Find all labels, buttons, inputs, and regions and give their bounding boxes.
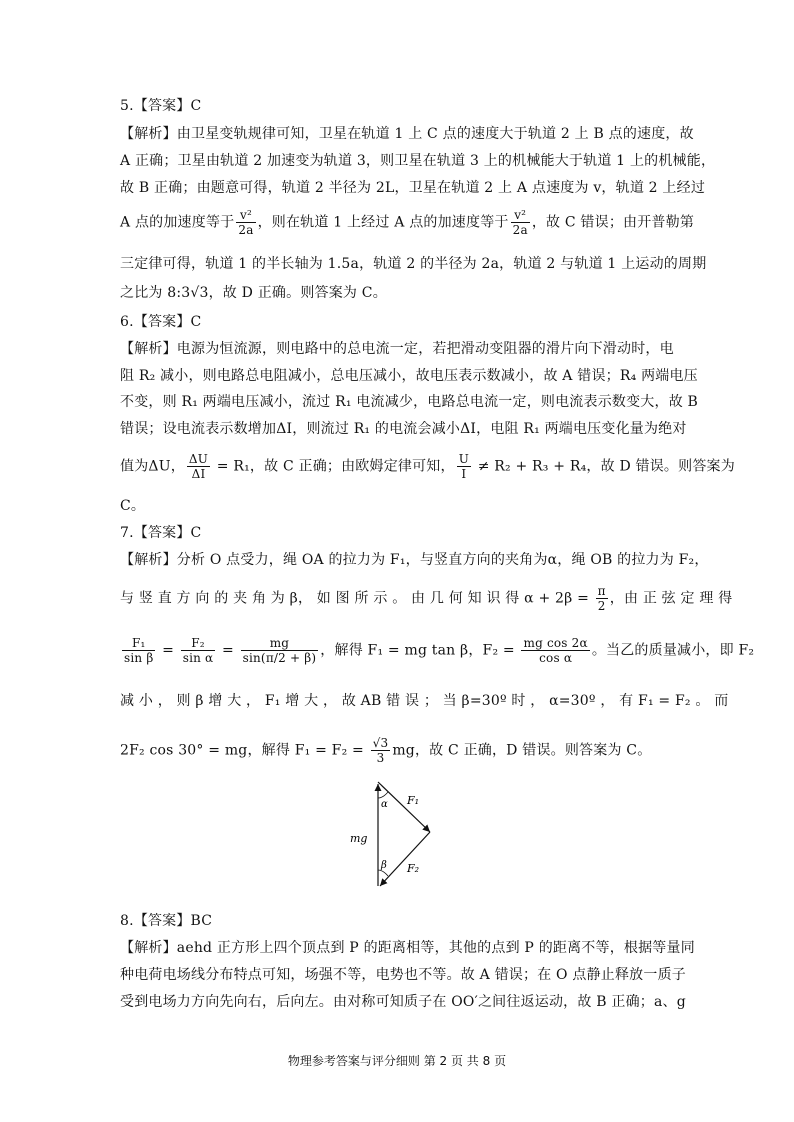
q7-eq-frac-f1 bbox=[122, 636, 155, 665]
q5-frac1-num: v² bbox=[236, 208, 255, 223]
q6-frac1-num: ΔU bbox=[188, 452, 209, 466]
q7-line-5-b: mg，故 C 正确，D 错误。则答案为 C。 bbox=[392, 742, 652, 759]
q7-eq-frac-f2 bbox=[181, 636, 216, 665]
beta-label: β bbox=[381, 860, 387, 871]
q6-fraction-2 bbox=[457, 452, 471, 481]
q7-line-2-a: 与 竖 直 方 向 的 夹 角 为 β， 如 图 所 示 。 由 几 何 知 识 得 α + 2β = bbox=[120, 590, 594, 607]
q5-line-5: 三定律可得，轨道 1 的半长轴为 1.5a，轨道 2 的半径为 2a，轨道 2 与轨道 1 上运动的周期 bbox=[120, 256, 707, 272]
q7-line-5-a: 2F₂ cos 30° = mg，解得 F₁ = F₂ = bbox=[120, 742, 369, 759]
alpha-label: α bbox=[381, 799, 388, 810]
q6-frac2-num: U bbox=[458, 452, 470, 466]
q6-line-5-c: ≠ R₂ + R₃ + R₄，故 D 错误。则答案为 bbox=[473, 458, 735, 475]
q7-line-2-b: ，由 正 弦 定 理 得 bbox=[609, 590, 733, 607]
q5-line-4-b: ，则在轨道 1 上经过 A 点的加速度等于 bbox=[257, 214, 509, 231]
q5-line-2: A 正确；卫星由轨道 2 加速变为轨道 3，则卫星在轨道 3 上的机械能大于轨道 1 上的机械能， bbox=[120, 153, 716, 169]
q7-f2-den: cos α bbox=[539, 651, 573, 665]
q5-line-3: 故 B 正确；由题意可得，轨道 2 半径为 2L，卫星在轨道 2 上 A 点速度为 v，轨道 2 上经过 bbox=[120, 180, 706, 196]
q7-eq-sinb: sin β bbox=[124, 651, 154, 665]
q7-f2-num: mg cos 2α bbox=[523, 636, 588, 650]
q7-sqrt-den: 3 bbox=[376, 751, 385, 765]
q6-line-5-b: = R₁，故 C 正确；由欧姆定律可知， bbox=[212, 458, 455, 475]
q6-frac2-den: I bbox=[461, 467, 467, 481]
q8-line-2: 种电荷电场线分布特点可知，场强不等，电势也不等。故 A 错误；在 O 点静止释放一质子 bbox=[120, 967, 686, 983]
q5-frac2-den: 2a bbox=[512, 223, 528, 237]
q5-line-4 bbox=[120, 208, 695, 237]
q8-line-3: 受到电场力方向先向右，后向左。由对称可知质子在 OO′之间往返运动，故 B 正确；a、g bbox=[120, 994, 686, 1010]
q5-frac1-den: 2a bbox=[238, 223, 254, 237]
q7-line-3-a: ，解得 F₁ = mg tan β，F₂ = bbox=[320, 642, 520, 659]
q5-line-4-a: A 点的加速度等于 bbox=[120, 214, 235, 231]
q5-frac2-num: v² bbox=[511, 208, 530, 223]
q5-fraction-2 bbox=[511, 208, 530, 237]
q7-line-1: 【解析】分析 O 点受力，绳 OA 的拉力为 F₁，与竖直方向的夹角为α，绳 OB 的拉力为 F₂， bbox=[120, 552, 709, 568]
q7-eq-frac-mg bbox=[241, 636, 319, 665]
q7-eq-sina: sin α bbox=[182, 651, 214, 665]
q7-pi-den: 2 bbox=[597, 599, 606, 613]
q7-sqrt-fraction bbox=[371, 736, 391, 765]
q7-answer: 7.【答案】C bbox=[120, 525, 202, 541]
alpha-arc bbox=[378, 792, 388, 798]
q5-fraction-1 bbox=[236, 208, 255, 237]
q7-f2-fraction bbox=[521, 636, 589, 665]
q6-line-3: 不变，则 R₁ 两端电压减小，流过 R₁ 电流减少，电路总电流一定，则电流表示数变大，故 B bbox=[120, 394, 699, 410]
q7-eq-f2: F₂ bbox=[181, 636, 216, 651]
q8-answer: 8.【答案】BC bbox=[120, 913, 213, 929]
q7-line-3: $\frac{\text{F₁}}{\text{sin β}}$ = $\frac{\text{F₂}}{\text{sin α}}$ = $\frac{mg}{\sin(\pi/2 + \beta)}$ ，解得 F₁ = mg tan β，F₂ = $\frac{\text{mg cos 2α}}{\text{cos α}}$ 。当乙的质量减小，即 F₂ bbox=[124, 636, 755, 665]
f2-vector bbox=[380, 832, 430, 886]
q6-frac1-den: ΔI bbox=[191, 467, 206, 481]
q7-eq-f1: F₁ bbox=[122, 636, 155, 651]
q8-line-1: 【解析】aehd 正方形上四个顶点到 P 的距离相等，其他的点到 P 的距离不等，根据等量同 bbox=[120, 940, 695, 956]
q6-line-4: 错误；设电流表示数增加ΔI，则流过 R₁ 的电流会减小ΔI，电阻 R₁ 两端电压变化量为绝对 bbox=[120, 421, 687, 437]
q7-line-2 bbox=[120, 584, 733, 613]
q6-answer: 6.【答案】C bbox=[120, 314, 202, 330]
q6-fraction-1 bbox=[187, 452, 210, 481]
q7-eq-mg: mg bbox=[241, 636, 319, 651]
q7-line-3-b: 。当乙的质量减小，即 F₂ bbox=[591, 642, 755, 659]
q6-line-6: C。 bbox=[120, 498, 146, 514]
mg-label: mg bbox=[350, 832, 368, 845]
q6-line-2: 阻 R₂ 减小，则电路总电阻减小，总电压减小，故电压表示数减小，故 A 错误；R₄ 两端电压 bbox=[120, 368, 698, 384]
q6-line-1: 【解析】电源为恒流源，则电路中的总电流一定，若把滑动变阻器的滑片向下滑动时，电 bbox=[120, 341, 674, 357]
force-triangle-figure bbox=[350, 776, 450, 896]
q7-pi-num: π bbox=[597, 584, 606, 598]
f1-label: F₁ bbox=[407, 794, 420, 807]
q7-line-4: 减 小 ， 则 β 增 大 ， F₁ 增 大 ， 故 AB 错 误 ； 当 β=30º 时 ， α=30º ， 有 F₁ = F₂ 。 而 bbox=[120, 693, 729, 709]
f2-label: F₂ bbox=[407, 862, 420, 875]
q7-sqrt-num: √3 bbox=[372, 736, 389, 750]
q5-answer: 5.【答案】C bbox=[120, 98, 202, 114]
q5-line-1: 【解析】由卫星变轨规律可知，卫星在轨道 1 上 C 点的速度大于轨道 2 上 B 点的速度，故 bbox=[120, 126, 694, 142]
q6-line-5 bbox=[120, 452, 735, 481]
q7-pi-fraction bbox=[596, 584, 608, 613]
q7-line-5 bbox=[120, 736, 680, 765]
q7-eq-sin-den: sin(π/2 + β) bbox=[242, 651, 317, 665]
q6-line-5-a: 值为ΔU， bbox=[120, 458, 185, 475]
page-footer: 物理参考答案与评分细则 第 2 页 共 8 页 bbox=[287, 1054, 507, 1068]
q5-line-6: 之比为 8:3√3，故 D 正确。则答案为 C。 bbox=[120, 285, 387, 301]
q5-line-4-c: ，故 C 错误；由开普勒第 bbox=[531, 214, 695, 231]
